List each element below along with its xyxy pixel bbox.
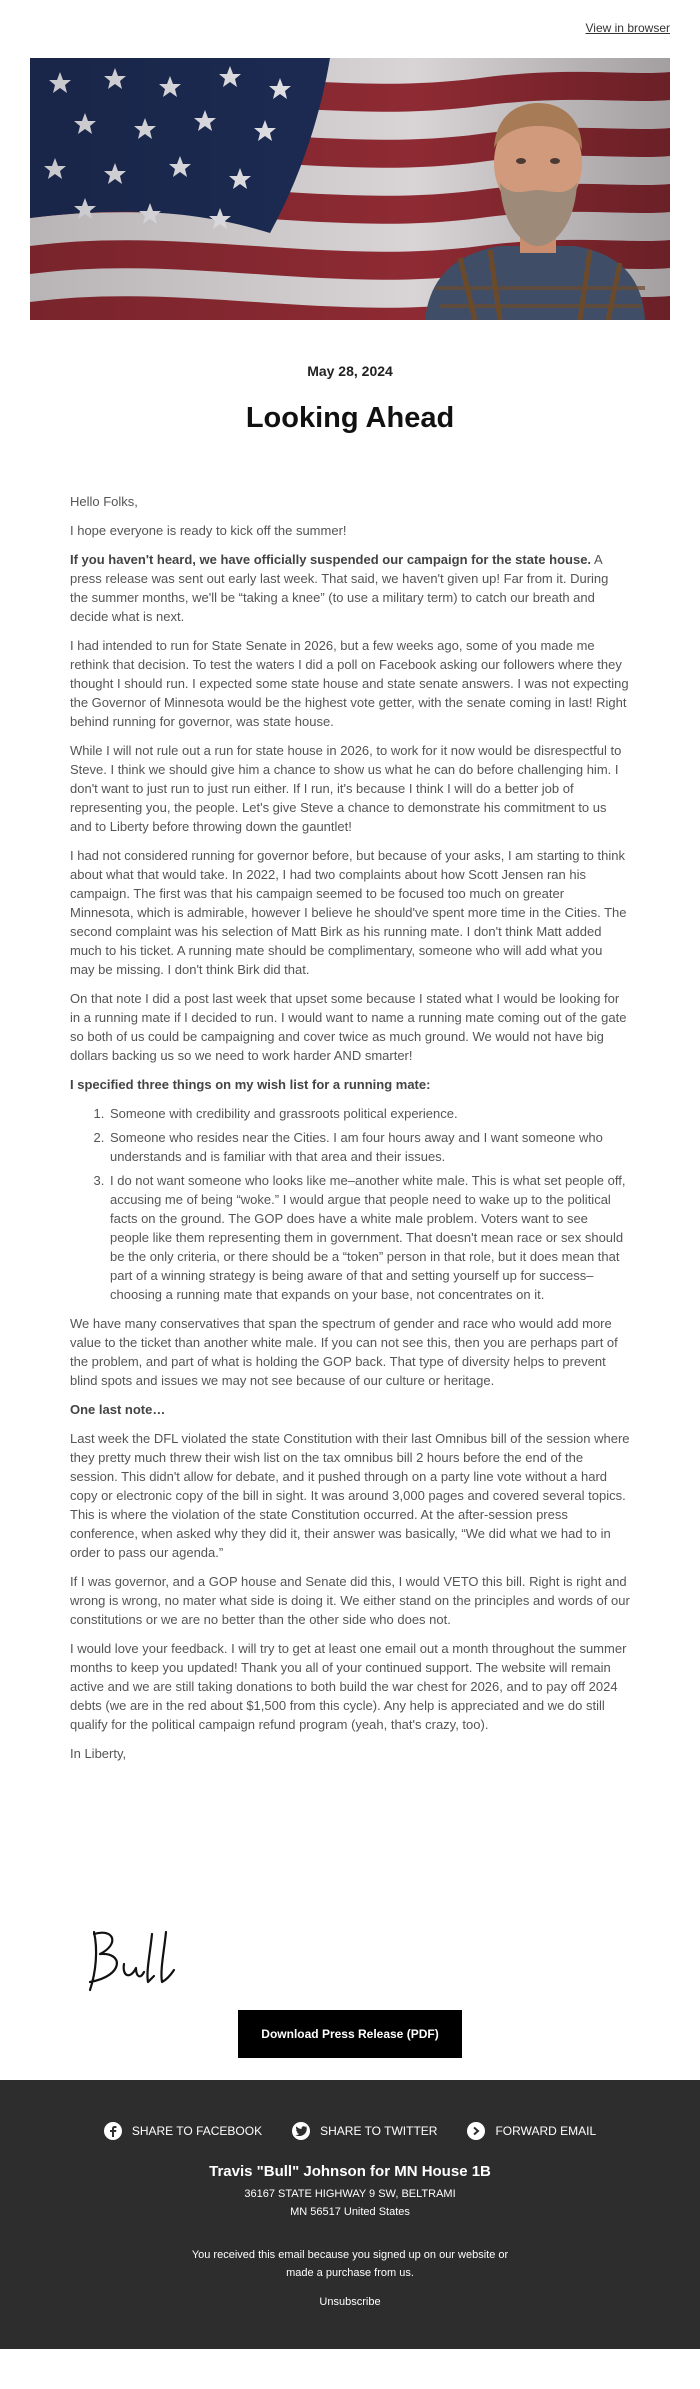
footer — [0, 2080, 700, 2349]
paragraph: I hope everyone is ready to kick off the summer! — [70, 523, 347, 538]
subscription-notice-line-2: made a purchase from us. — [286, 2267, 414, 2279]
bold-lead: If you haven't heard, we have officially suspended our campaign for the state house. — [70, 552, 592, 567]
paragraph: While I will not rule out a run for state house in 2026, to work for it now would be disrespectful to Steve. I think we should give him a chance to show us what he can do before challenging him. I don't want to just run to just run either. If I run, it's because I think I will do a better job of representing you, the people. Let's give Steve a chance to demonstrate his commitment to us and to Liberty before throwing down the gauntlet! — [70, 743, 622, 834]
signature-handwriting — [80, 1924, 200, 1996]
unsubscribe-link[interactable]: Unsubscribe — [319, 2296, 381, 2308]
wishlist-heading — [70, 1075, 630, 1094]
list-item: 3. I do not want someone who looks like me–another white male. This is what set people off, accusing me of being “woke.” I would argue that people need to wake up to the political facts on the ground. The GOP does have a white male problem. Voters want to see people like them representing them in government. That doesn't mean race or sex should be the only criteria, or there should be a “token” person in that role, but it does mean that part of a winning strategy is being aware of that and setting yourself up for success–choosing a running mate that expands on your base, not concentrates on it. — [108, 1171, 630, 1304]
paragraph: Last week the DFL violated the state Constitution with their last Omnibus bill of the session where they pretty much threw their wish list on the tax omnibus bill 2 hours before the end of the session. This didn't allow for debate, and it pushed through on a party line vote without a hard copy or electronic copy of the bill in sight. It was around 3,000 pages and covered several topics. This is where the violation of the state Constitution occurred. At the after-session press conference, when asked why they did it, their answer was basically, “We did what we had to in order to pass our agenda.” — [70, 1431, 630, 1560]
hero-flag-portrait — [30, 58, 670, 320]
subscription-notice-line-1: You received this email because you signed up on our website or — [191, 2249, 509, 2261]
wishlist-heading-text: I specified three things on my wish list for a running mate: — [70, 1077, 431, 1092]
paragraph: We have many conservatives that span the spectrum of gender and race who would add more value to the ticket than another white male. If you can not see this, then you are perhaps part of the problem, and part of what is holding the GOP back. That type of diversity helps to prevent blind spots and issues we may not see because of our culture or heritage. — [70, 1316, 618, 1388]
top-bar — [0, 0, 700, 56]
share-facebook-link[interactable] — [104, 2122, 262, 2140]
paragraph-text: A press release was sent out early last week. That said, we haven't given up! Far from it. During the summer months, we'll be “taking a knee” (to use a military term) to catch our breath and decide what is next. — [70, 552, 609, 624]
section-heading — [70, 1400, 630, 1419]
signature — [80, 1924, 200, 2001]
closing: In Liberty, — [70, 1746, 127, 1761]
article-date: May 28, 2024 — [307, 363, 393, 379]
greeting: Hello Folks, — [70, 494, 138, 509]
forward-email-link[interactable] — [467, 2122, 596, 2140]
paragraph — [70, 550, 630, 626]
paragraph: I had not considered running for governor before, but because of your asks, I am starting to think about what that would take. In 2022, I had two complaints about how Scott Jensen ran his campaign. The first was that his campaign seemed to be focused too much on greater Minnesota, which is admirable, however I believe he should've spent more time in the Cities. The second complaint was his selection of Matt Birk as his running mate. I don't think Matt added much to his ticket. A running mate should be complimentary, someone who will add what you may be missing. I don't think Birk did that. — [70, 848, 627, 977]
address-line-1: 36167 STATE HIGHWAY 9 SW, BELTRAMI — [244, 2188, 456, 2200]
organization-name: Travis "Bull" Johnson for MN House 1B — [209, 2163, 491, 2180]
paragraph: If I was governor, and a GOP house and Senate did this, I would VETO this bill. Right is right and wrong is wrong, no mater what side is doing it. We either stand on the principles and words of our constitutions or we are no better than the other side who does not. — [70, 1574, 630, 1627]
share-facebook-label: SHARE TO FACEBOOK — [131, 2124, 263, 2138]
share-twitter-link[interactable] — [292, 2122, 437, 2140]
download-press-release-button[interactable]: Download Press Release (PDF) — [238, 2010, 462, 2058]
paragraph: I would love your feedback. I will try to get at least one email out a month throughout the summer months to keep you updated! Thank you all of your continued support. The website will remain active and we are still taking donations to both build the war chest for 2026, and to pay off 2024 debts (we are in the red about $1,500 from this cycle). Any help is appreciated and we do still qualify for the political campaign refund program (yeah, that's crazy, too). — [70, 1641, 627, 1732]
paragraph: On that note I did a post last week that upset some because I stated what I would be looking for in a running mate if I decided to run. I would want to name a running mate coming out of the gate so both of us could be campaigning and cover twice as much ground. We would not have big dollars backing us so we need to work harder AND smarter! — [70, 991, 627, 1063]
hero-image — [30, 58, 670, 320]
paragraph: I had intended to run for State Senate in 2026, but a few weeks ago, some of you made me rethink that decision. To test the waters I did a poll on Facebook asking our followers where they thought I should run. I expected some state house and state senate answers. I was not expecting the Governor of Minnesota would be the highest vote getter, with the senate coming in last! Right behind running for governor, was state house. — [70, 638, 629, 729]
share-twitter-label: SHARE TO TWITTER — [320, 2124, 438, 2138]
facebook-icon — [104, 2122, 122, 2140]
wishlist — [70, 1104, 630, 1304]
social-links — [0, 2122, 700, 2140]
article-title: Looking Ahead — [245, 402, 455, 434]
forward-arrow-icon — [467, 2122, 485, 2140]
list-item: 2. Someone who resides near the Cities. I am four hours away and I want someone who understands and is familiar with that area and their issues. — [108, 1128, 630, 1166]
forward-email-label: FORWARD EMAIL — [495, 2124, 597, 2138]
list-item: 1. Someone with credibility and grassroots political experience. — [108, 1104, 630, 1123]
one-last-note: One last note… — [70, 1402, 166, 1417]
article-body — [70, 492, 630, 1773]
address-line-2: MN 56517 United States — [290, 2206, 410, 2218]
view-in-browser-link[interactable]: View in browser — [585, 21, 670, 35]
twitter-icon — [292, 2122, 310, 2140]
